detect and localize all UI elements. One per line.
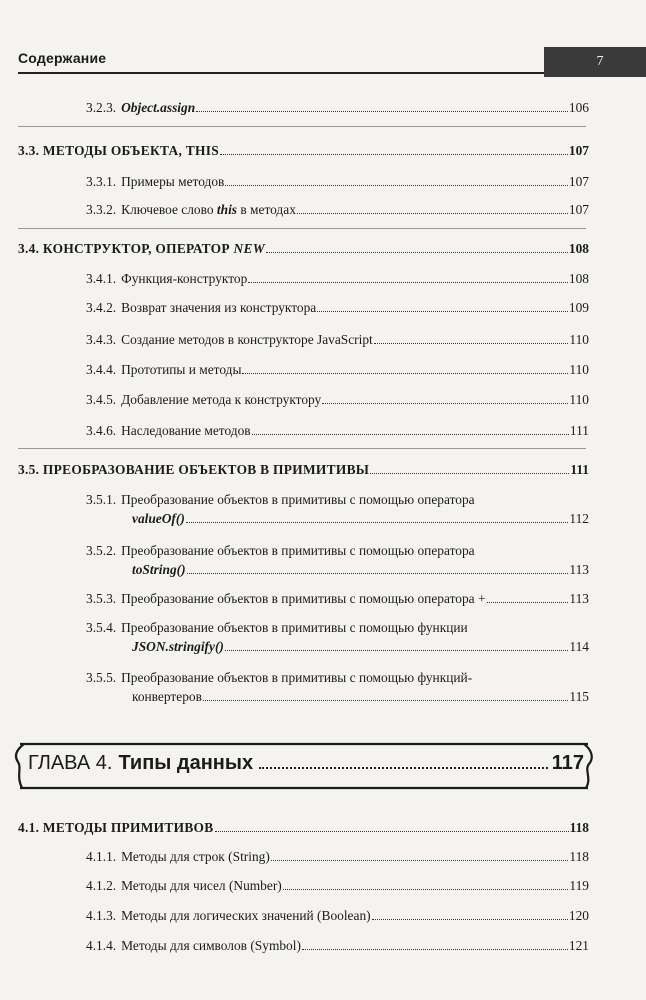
- toc-entry[interactable]: 3.5.5. Преобразование объектов в примитивы с помощью функций- конвертеров 115: [86, 670, 589, 704]
- dot-leader: [187, 573, 569, 574]
- dot-leader: [266, 252, 568, 253]
- dot-leader: [252, 434, 569, 435]
- running-header-title: Содержание: [18, 50, 107, 66]
- dot-leader: [225, 650, 569, 651]
- dot-leader: [374, 343, 569, 344]
- dot-leader: [186, 522, 569, 523]
- toc-entry[interactable]: 3.4.6. Наследование методов 111: [86, 423, 589, 438]
- toc-entry[interactable]: 4.1.3. Методы для логических значений (Boolean) 120: [86, 908, 589, 923]
- dot-leader: [259, 767, 548, 769]
- dot-leader: [196, 111, 568, 112]
- toc-entry[interactable]: 3.5.1. Преобразование объектов в примитивы с помощью оператора valueOf() 112: [86, 492, 589, 526]
- toc-entry[interactable]: 3.3.2. Ключевое слово this в методах 107: [86, 202, 589, 217]
- toc-entry[interactable]: 3.4.1. Функция-конструктор 108: [86, 271, 589, 286]
- toc-entry[interactable]: 4.1.1. Методы для строк (String) 118: [86, 849, 589, 864]
- dot-leader: [302, 949, 568, 950]
- divider: [18, 448, 586, 449]
- toc-entry[interactable]: 3.4.3. Создание методов в конструкторе JavaScript 110: [86, 332, 589, 347]
- toc-entry[interactable]: 3.4.4. Прототипы и методы 110: [86, 362, 589, 377]
- dot-leader: [203, 700, 569, 701]
- toc-entry[interactable]: 3.2.3. Object.assign 106: [86, 100, 589, 115]
- toc-entry[interactable]: 3.5.2. Преобразование объектов в примитивы с помощью оператора toString() 113: [86, 543, 589, 577]
- toc-entry[interactable]: 3.5.3. Преобразование объектов в примитивы с помощью оператора + 113: [86, 591, 589, 606]
- toc-entry[interactable]: 4.1.4. Методы для символов (Symbol) 121: [86, 938, 589, 953]
- toc-entry[interactable]: 3.5.4. Преобразование объектов в примитивы с помощью функции JSON.stringify() 114: [86, 620, 589, 654]
- dot-leader: [215, 831, 569, 832]
- dot-leader: [242, 373, 568, 374]
- dot-leader: [271, 860, 569, 861]
- dot-leader: [225, 185, 568, 186]
- dot-leader: [370, 473, 569, 474]
- dot-leader: [372, 919, 568, 920]
- divider: [18, 228, 586, 229]
- chapter-title: Типы данных: [118, 752, 254, 774]
- header-rule: [18, 72, 548, 74]
- toc-section-heading[interactable]: 3.4. КОНСТРУКТОР, ОПЕРАТОР NEW 108: [18, 241, 589, 256]
- toc-section-heading[interactable]: 3.3. МЕТОДЫ ОБЪЕКТА, THIS 107: [18, 143, 589, 158]
- dot-leader: [317, 311, 568, 312]
- dot-leader: [220, 154, 568, 155]
- toc-entry[interactable]: 4.1.2. Методы для чисел (Number) 119: [86, 878, 589, 893]
- toc-entry[interactable]: 3.4.5. Добавление метода к конструктору 110: [86, 392, 589, 407]
- divider: [18, 126, 586, 127]
- toc-section-heading[interactable]: 3.5. ПРЕОБРАЗОВАНИЕ ОБЪЕКТОВ В ПРИМИТИВЫ 111: [18, 462, 589, 477]
- dot-leader: [487, 602, 569, 603]
- dot-leader: [248, 282, 568, 283]
- page-number-tab: [544, 47, 646, 77]
- toc-section-heading[interactable]: 4.1. МЕТОДЫ ПРИМИТИВОВ 118: [18, 820, 589, 835]
- dot-leader: [283, 889, 569, 890]
- page-number: 7: [596, 54, 604, 69]
- chapter-label: ГЛАВА 4.: [28, 752, 113, 774]
- toc-entry[interactable]: 3.4.2. Возврат значения из конструктора 109: [86, 300, 589, 315]
- dot-leader: [322, 403, 568, 404]
- chapter-banner[interactable]: [14, 738, 594, 794]
- chapter-page: 117: [551, 752, 584, 774]
- dot-leader: [297, 213, 568, 214]
- toc-entry[interactable]: 3.3.1. Примеры методов 107: [86, 174, 589, 189]
